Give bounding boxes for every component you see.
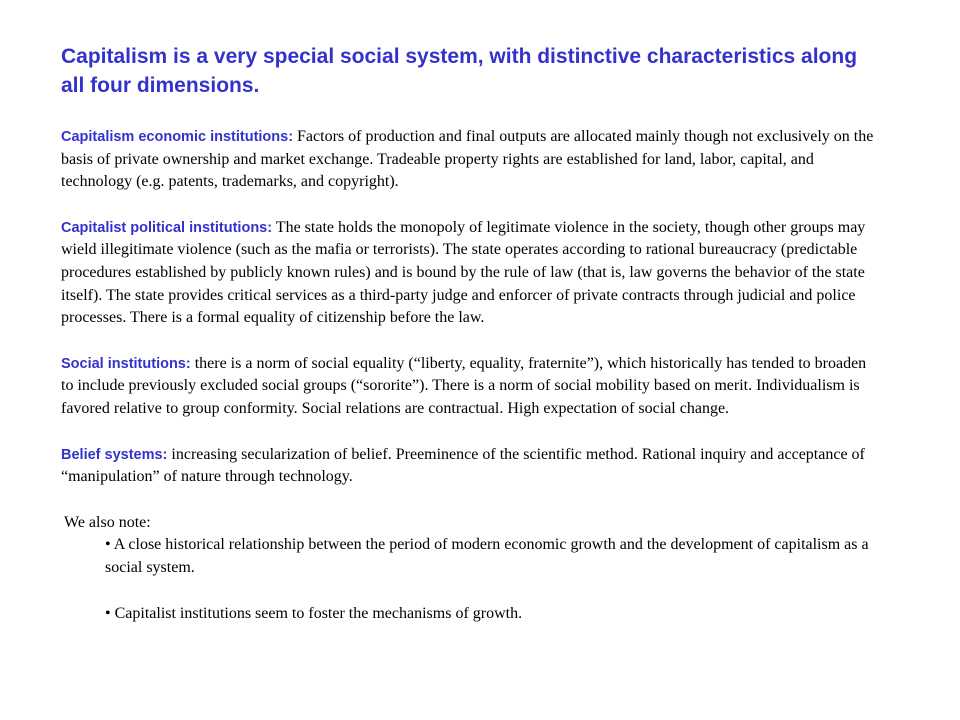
section-text: The state holds the monopoly of legitimate violence in the society, though other groups may wield illegitimate violence (such as the mafia or terrorists). The state operates according to rational bureaucracy (predictable procedures established by publicly known rules) and is bound by the rule of law (that is, law governs the behavior of the state itself). The state provides critical services as a third-party judge and enforcer of private contracts through judicial and police processes. There is a formal equality of citizenship before the law. — [61, 218, 866, 327]
notes-list — [61, 534, 881, 625]
section-text: increasing secularization of belief. Preeminence of the scientific method. Rational inquiry and acceptance of “manipulation” of nature through technology. — [61, 445, 865, 486]
section-heading: Capitalist political institutions: — [61, 219, 273, 236]
slide-title: Capitalism is a very special social system, with distinctive characteristics along all four dimensions. — [61, 45, 858, 97]
section-belief-systems — [61, 444, 881, 489]
section-heading: Social institutions: — [61, 355, 191, 372]
section-text: Factors of production and final outputs are allocated mainly though not exclusively on the basis of private ownership and market exchange. Tradeable property rights are established for land, labor, capital, and technology (e.g. patents, trademarks, and copyright). — [61, 128, 874, 191]
section-economic-institutions — [61, 126, 881, 194]
section-social-institutions — [61, 353, 881, 421]
section-text: there is a norm of social equality (“liberty, equality, fraternite”), which historically has tended to broaden to include previously excluded social groups (“sororite”). There is a norm of social mobility based on merit. Individualism is favored relative to group conformity. Social relations are contractual. High expectation of social change. — [61, 354, 867, 417]
notes-intro: We also note: — [64, 513, 151, 531]
section-political-institutions — [61, 217, 881, 330]
section-heading: Belief systems: — [61, 446, 168, 463]
list-item: • Capitalist institutions seem to foster the mechanisms of growth. — [105, 604, 523, 622]
list-item: • A close historical relationship between the period of modern economic growth and the development of capitalism as a social system. — [105, 536, 869, 576]
section-heading: Capitalism economic institutions: — [61, 129, 294, 145]
slide-content — [61, 42, 881, 648]
